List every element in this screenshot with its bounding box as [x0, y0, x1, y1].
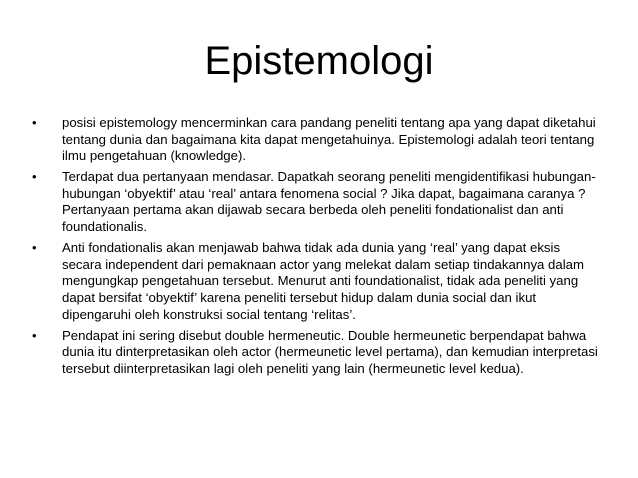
bullet-text: Terdapat dua pertanyaan mendasar. Dapatkah seorang peneliti mengidentifikasi hubungan-hubungan ‘obyektif’ atau ‘real’ antara fenomena social ? Jika dapat, bagaimana caranya ? Pertanyaan pertama akan dijawab secara berbeda oleh peneliti fondationalist dan anti foundationalis. — [62, 169, 596, 235]
bullet-item — [32, 328, 598, 378]
bullet-marker: • — [32, 327, 37, 343]
slide-title: Epistemologi — [204, 39, 434, 83]
bullet-item — [32, 240, 598, 323]
bullet-item — [32, 169, 598, 235]
bullet-marker: • — [32, 169, 37, 185]
bullet-marker: • — [32, 240, 37, 256]
bullet-list — [32, 115, 598, 382]
bullet-item — [32, 115, 598, 165]
bullet-marker: • — [32, 115, 37, 130]
bullet-text: Anti fondationalis akan menjawab bahwa tidak ada dunia yang ‘real’ yang dapat eksis secara independent dari pemaknaan actor yang melekat dalam setiap tindakannya dalam mengungkap pengetahuan tersebut. Menurut anti foundationalist, tidak ada peneliti yang dapat bersifat ‘obyektif’ karena peneliti tersebut hidup dalam dunia social dan ikut dipengaruhi oleh konstruksi social tentang ‘relitas’. — [62, 240, 584, 322]
bullet-text: posisi epistemology mencerminkan cara pandang peneliti tentang apa yang dapat diketahui tentang dunia dan bagaimana kita dapat mengetahuinya. Epistemologi adalah teori tentang ilmu pengetahuan (knowledge). — [62, 115, 596, 164]
bullet-text: Pendapat ini sering disebut double hermeneutic. Double hermeunetic berpendapat bahwa dunia itu dinterpretasikan oleh actor (hermeunetic level pertama), dan kemudian interpretasi tersebut diinterpretasikan lagi oleh peneliti yang lain (hermeunetic level kedua). — [62, 327, 598, 376]
